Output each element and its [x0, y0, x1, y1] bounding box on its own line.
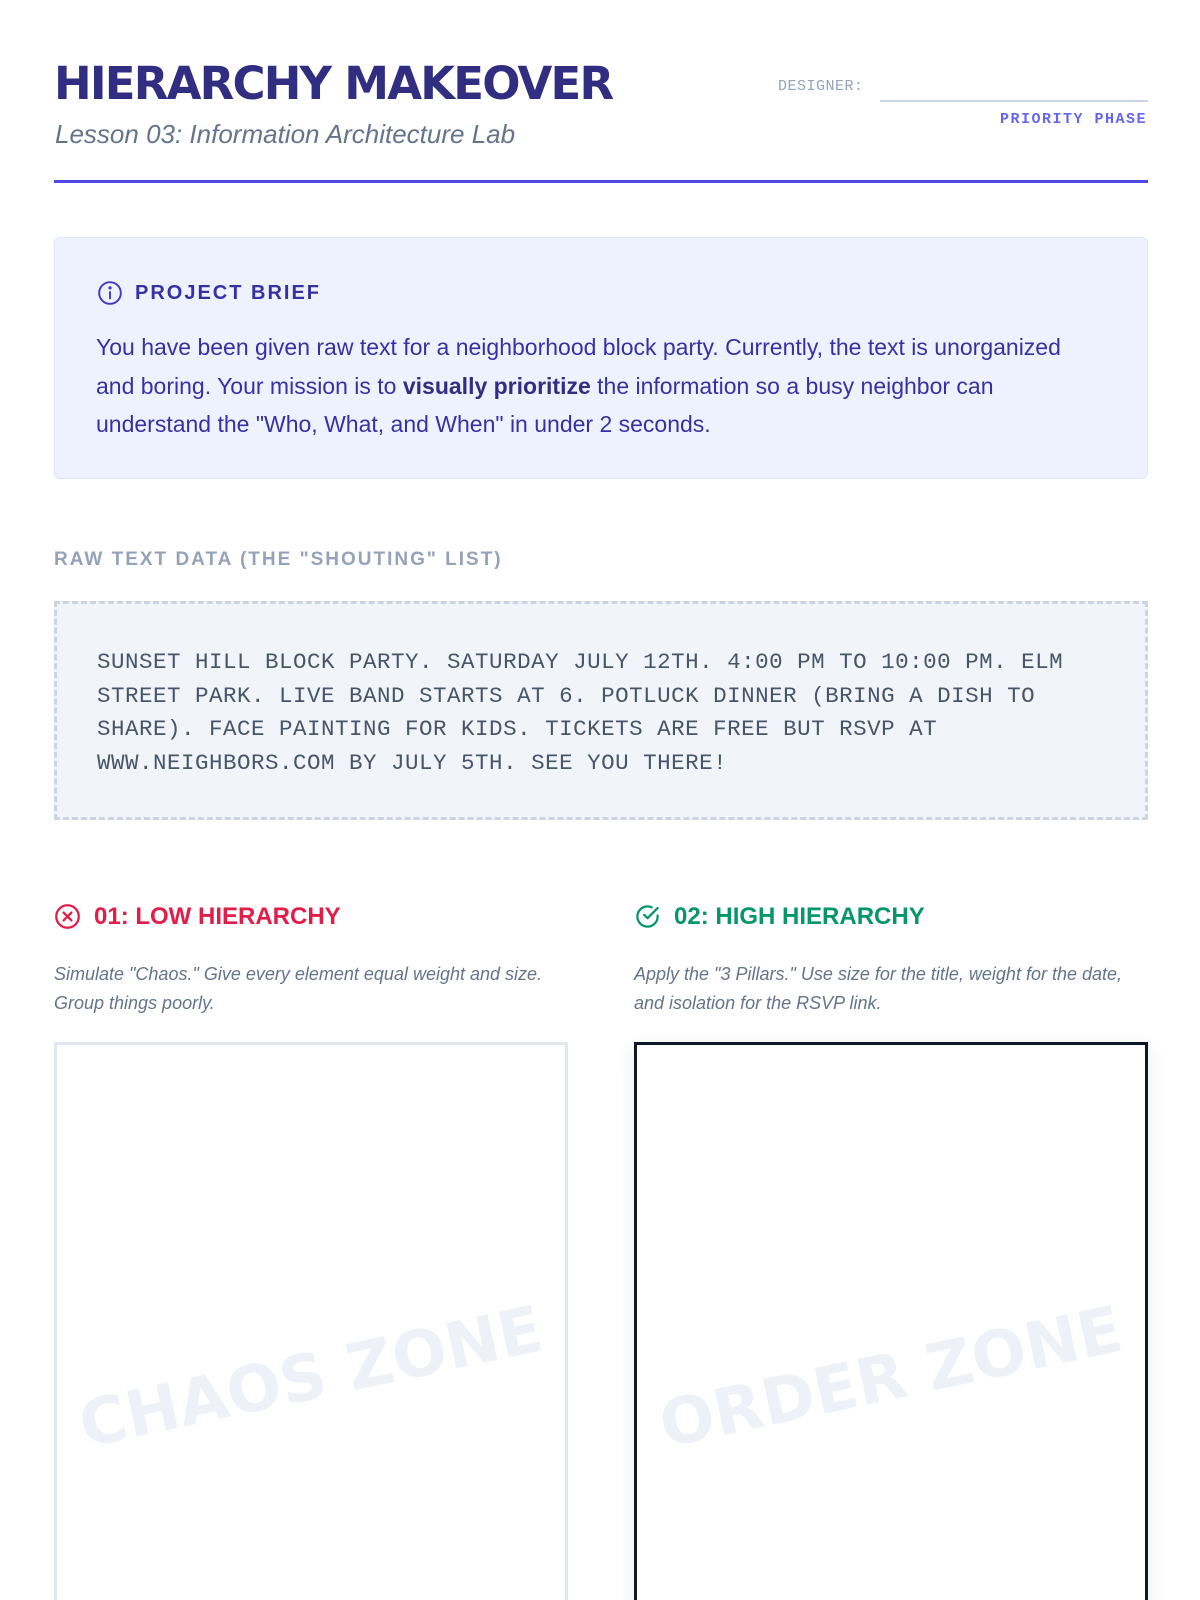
order-zone-watermark: ORDER ZONE [653, 1292, 1129, 1464]
brief-body [96, 328, 1096, 444]
chaos-zone-canvas[interactable] [54, 1042, 568, 1600]
raw-text: SUNSET HILL BLOCK PARTY. SATURDAY JULY 12TH. 4:00 PM TO 10:00 PM. ELM STREET PARK. LIVE BAND STARTS AT 6. POTLUCK DINNER (BRING A DISH TO SHARE). FACE PAINTING FOR KIDS. TICKETS ARE FREE BUT RSVP AT WWW.NEIGHBORS.COM BY JULY 5TH. SEE YOU THERE! [97, 649, 1064, 776]
designer-name-field[interactable] [880, 100, 1148, 102]
brief-body-emphasis: visually prioritize [402, 372, 591, 399]
designer-label: DESIGNER: [778, 78, 864, 95]
brief-body-text-end: the information so a busy neighbor can understand the "Who, What, and When" in under 2 seconds. [96, 372, 994, 437]
brief-heading: PROJECT BRIEF [135, 282, 322, 304]
high-hierarchy-description: Apply the "3 Pillars." Use size for the title, weight for the date, and isolation for the RSVP link. [634, 964, 1123, 1013]
info-icon [97, 280, 123, 306]
page-title: HIERARCHY MAKEOVER [54, 57, 613, 110]
brief-body-text: You have been given raw text for a neighborhood block party. Currently, the text is unorganized and boring. Your mission is to [96, 334, 1061, 399]
phase-label: PRIORITY PHASE [999, 111, 1147, 128]
raw-text-box [54, 601, 1148, 820]
chaos-zone-watermark: CHAOS ZONE [72, 1292, 550, 1464]
project-brief-card [54, 237, 1148, 479]
order-zone-canvas[interactable] [634, 1042, 1148, 1600]
low-hierarchy-title: 01: LOW HIERARCHY [94, 903, 341, 930]
low-hierarchy-description: Simulate "Chaos." Give every element equal weight and size. Group things poorly. [54, 964, 543, 1013]
high-hierarchy-title: 02: HIGH HIERARCHY [674, 903, 925, 930]
raw-text-heading: RAW TEXT DATA (THE "SHOUTING" LIST) [54, 549, 503, 570]
page-subtitle: Lesson 03: Information Architecture Lab [55, 119, 516, 149]
check-circle-icon [634, 903, 661, 930]
header-divider [54, 180, 1148, 183]
x-circle-icon [54, 903, 81, 930]
